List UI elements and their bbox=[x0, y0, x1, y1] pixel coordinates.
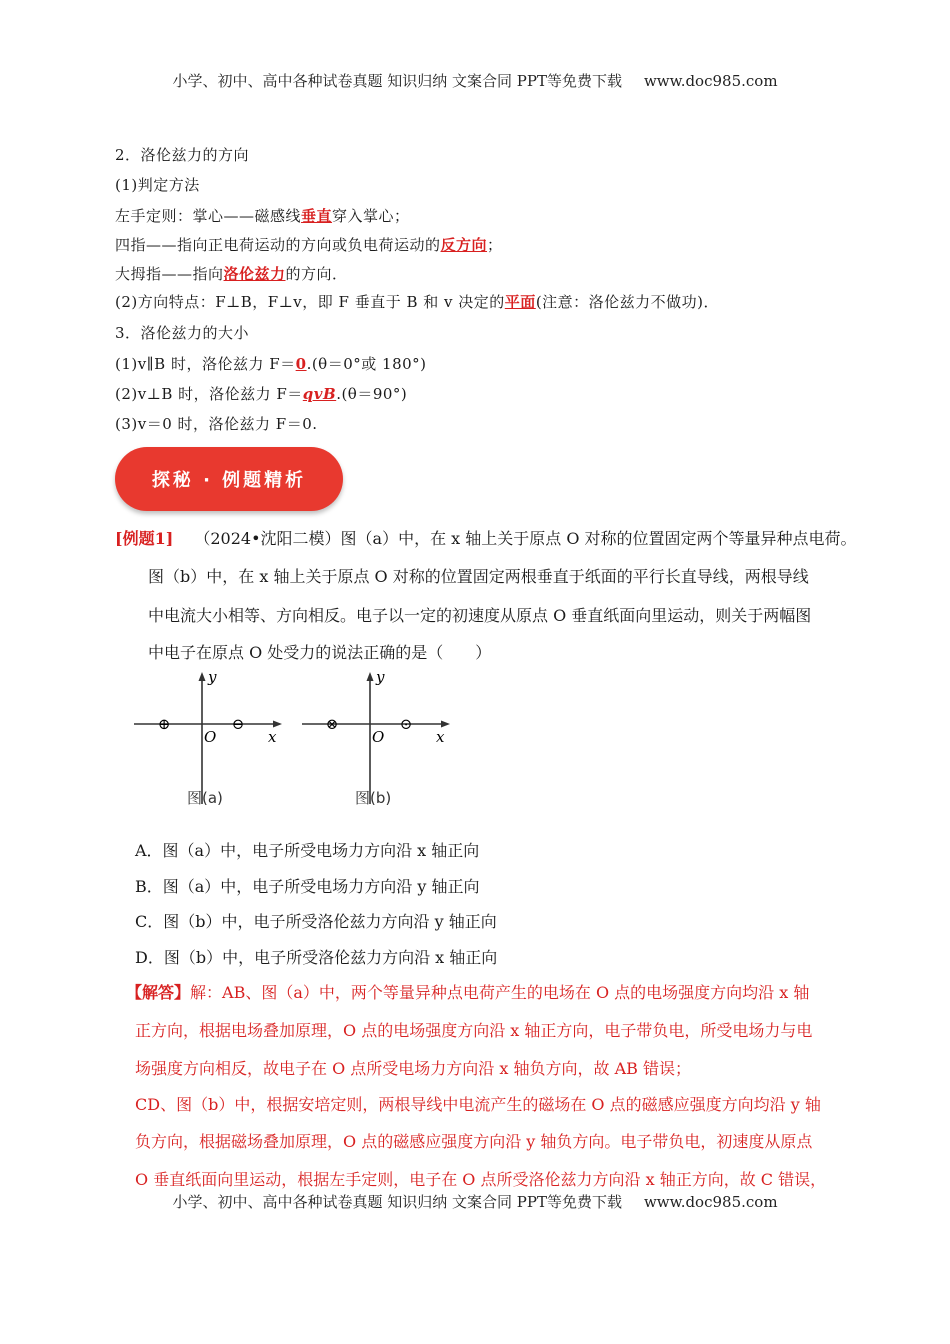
page-header bbox=[0, 70, 950, 91]
y-label: y bbox=[376, 668, 385, 686]
answer-line2: 正方向，根据电场叠加原理，O 点的电场强度方向沿 x 轴正方向，电子带负电，所受电场力与电 bbox=[135, 1021, 813, 1040]
example-line4: 中电子在原点 O 处受力的说法正确的是（ ） bbox=[148, 643, 492, 662]
current-into-page-icon: ⊗ bbox=[325, 715, 339, 733]
text: 的方向． bbox=[285, 265, 348, 283]
section-3-title: 3．洛伦兹力的大小 bbox=[115, 324, 250, 342]
answer-line3: 场强度方向相反，故电子在 O 点所受电场力方向沿 x 轴负方向，故 AB 错误； bbox=[135, 1059, 691, 1078]
answer-tag: 【解答】 bbox=[126, 983, 191, 1002]
section-2-line3 bbox=[115, 263, 348, 284]
y-axis-arrow bbox=[367, 672, 374, 681]
figure-a-caption: 图(a) bbox=[187, 789, 223, 807]
text: (2)v⊥B 时，洛伦兹力 F＝ bbox=[115, 385, 303, 403]
section-banner: 探秘 · 例题精析 bbox=[115, 447, 343, 511]
option-b[interactable]: B．图（a）中，电子所受电场力方向沿 y 轴正向 bbox=[135, 877, 480, 896]
text: .(θ＝0°或 180°) bbox=[306, 355, 427, 373]
answer-blank: qvB bbox=[302, 385, 337, 403]
page-footer bbox=[0, 1191, 950, 1212]
text: ； bbox=[487, 236, 503, 254]
section-2-line4 bbox=[115, 291, 719, 312]
text: (2)方向特点：F⊥B，F⊥v，即 F 垂直于 B 和 v 决定的 bbox=[115, 293, 505, 311]
x-label: x bbox=[268, 728, 277, 746]
text: (注意：洛伦兹力不做功)． bbox=[535, 293, 720, 311]
example-line1 bbox=[115, 526, 857, 549]
section-2-line1 bbox=[115, 205, 410, 226]
section-3-line3: (3)v＝0 时，洛伦兹力 F＝0. bbox=[115, 415, 318, 433]
example-q1: （2024•沈阳二模）图（a）中，在 x 轴上关于原点 O 对称的位置固定两个等量异种点电荷。 bbox=[194, 529, 857, 548]
option-c[interactable]: C．图（b）中，电子所受洛伦兹力方向沿 y 轴正向 bbox=[135, 912, 497, 931]
section-2-line2 bbox=[115, 234, 503, 255]
y-label: y bbox=[208, 668, 217, 686]
example-line3: 中电流大小相等、方向相反。电子以一定的初速度从原点 O 垂直纸面向里运动，则关于两幅图 bbox=[148, 606, 812, 625]
y-axis-arrow bbox=[199, 672, 206, 681]
answer-line4: CD、图（b）中，根据安培定则，两根导线中电流产生的磁场在 O 点的磁感应强度方向均沿 y 轴 bbox=[135, 1095, 821, 1114]
answer-blank: 洛伦兹力 bbox=[223, 265, 286, 283]
text: 穿入掌心； bbox=[332, 207, 410, 225]
example-line2: 图（b）中，在 x 轴上关于原点 O 对称的位置固定两根垂直于纸面的平行长直导线，两根导线 bbox=[148, 567, 809, 586]
positive-charge-icon: ⊕ bbox=[157, 715, 171, 733]
option-d[interactable]: D．图（b）中，电子所受洛伦兹力方向沿 x 轴正向 bbox=[135, 948, 498, 967]
origin-label: O bbox=[372, 728, 385, 746]
answer-text: 解：AB、图（a）中，两个等量异种点电荷产生的电场在 O 点的电场强度方向均沿 x 轴 bbox=[190, 983, 810, 1002]
negative-charge-icon: ⊖ bbox=[231, 715, 245, 733]
section-3-line2 bbox=[115, 383, 407, 404]
header-site: www.doc985.com bbox=[643, 72, 778, 90]
text: (1)v∥B 时，洛伦兹力 F＝ bbox=[115, 355, 296, 373]
text: 四指——指向正电荷运动的方向或负电荷运动的 bbox=[115, 236, 441, 254]
footer-text: 小学、初中、高中各种试卷真题 知识归纳 文案合同 PPT等免费下载 bbox=[172, 1193, 622, 1211]
section-2-title: 2．洛伦兹力的方向 bbox=[115, 146, 250, 164]
answer-blank: 0 bbox=[295, 355, 307, 373]
x-label: x bbox=[436, 728, 445, 746]
option-a[interactable]: A．图（a）中，电子所受电场力方向沿 x 轴正向 bbox=[135, 841, 480, 860]
x-axis-arrow bbox=[273, 721, 282, 728]
answer-blank: 垂直 bbox=[301, 207, 333, 225]
figure-b-caption: 图(b) bbox=[355, 789, 392, 807]
text: .(θ＝90°) bbox=[336, 385, 408, 403]
answer-blank: 反方向 bbox=[440, 236, 488, 254]
x-axis-arrow bbox=[441, 721, 450, 728]
example-tag: [例题1] bbox=[115, 529, 174, 548]
section-2-sub1: (1)判定方法 bbox=[115, 176, 200, 194]
current-out-of-page-icon: ⊙ bbox=[399, 715, 413, 733]
section-3-line1 bbox=[115, 353, 427, 374]
header-text: 小学、初中、高中各种试卷真题 知识归纳 文案合同 PPT等免费下载 bbox=[172, 72, 622, 90]
answer-line6: O 垂直纸面向里运动，根据左手定则，电子在 O 点所受洛伦兹力方向沿 x 轴正方向，故 C 错误， bbox=[135, 1170, 827, 1189]
footer-site: www.doc985.com bbox=[643, 1193, 778, 1211]
answer-line1 bbox=[126, 980, 809, 1003]
text: 左手定则：掌心——磁感线 bbox=[115, 207, 302, 225]
text: 大拇指——指向 bbox=[115, 265, 224, 283]
answer-blank: 平面 bbox=[504, 293, 536, 311]
answer-line5: 负方向，根据磁场叠加原理，O 点的磁感应强度方向沿 y 轴负方向。电子带负电，初速度从原点 bbox=[135, 1132, 813, 1151]
origin-label: O bbox=[204, 728, 217, 746]
